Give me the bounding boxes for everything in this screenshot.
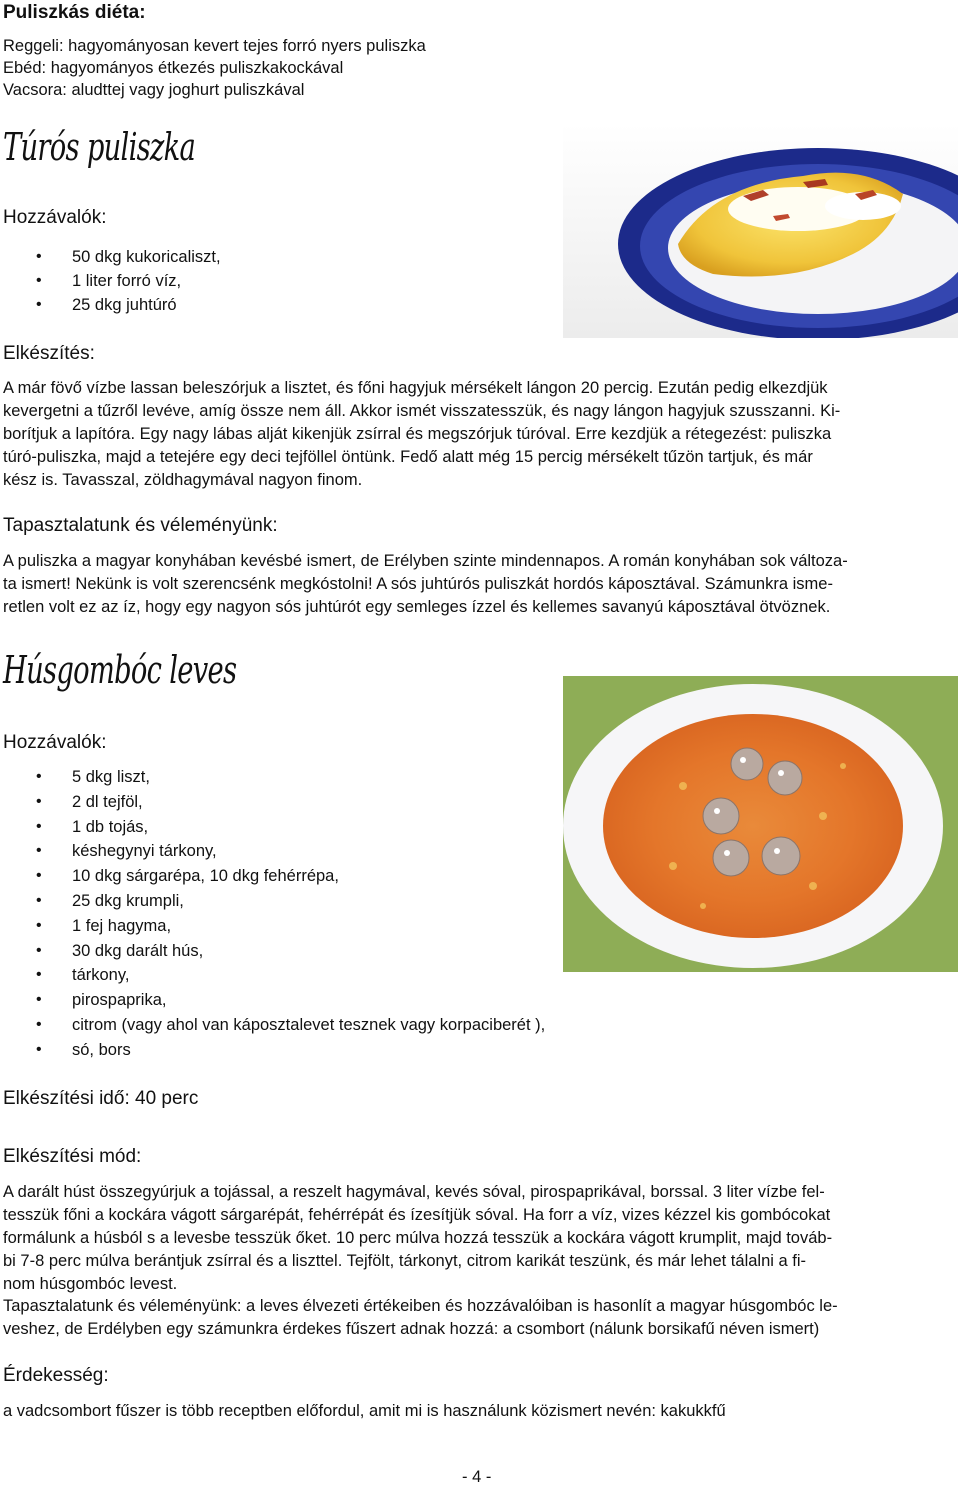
preparation-line: A már fövő vízbe lassan beleszórjuk a lisztet, és főni hagyjuk mérsékelt lángon 20 percig. Ezután pedig elkezdjük [3, 379, 828, 397]
diet-title: Puliszkás diéta: [3, 2, 146, 23]
recipe-title-husgomboc-leves: Húsgombóc leves [3, 648, 237, 692]
turos-puliszka-photo [563, 124, 958, 338]
opinion-line: ta ismert! Nekünk is volt szerencsénk megkóstolni! A sós juhtúrós puliszkát hordós káposztával. Számunkra isme- [3, 575, 833, 593]
ingredients-list-turos [0, 248, 221, 320]
diet-line-lunch: Ebéd: hagyományos étkezés puliszkakockával [3, 59, 344, 77]
ingredient-item: • 1 db tojás, [0, 818, 545, 843]
interest-heading: Érdekesség: [3, 1365, 109, 1386]
husgomboc-leves-photo [563, 676, 958, 972]
ingredient-item: • 25 dkg krumpli, [0, 892, 545, 917]
diet-line-breakfast: Reggeli: hagyományosan kevert tejes forró nyers puliszka [3, 37, 426, 55]
method-line: veshez, de Erdélyben egy számunkra érdekes fűszert adnak hozzá: a csombort (nálunk borsikafű néven ismert) [3, 1320, 820, 1338]
method-line: nom húsgombóc levest. [3, 1275, 178, 1293]
preparation-line: túró-puliszka, majd a tetejére egy deci tejföllel öntünk. Fedő alatt még 15 percig mérsékelt tűzön tartjuk, és már [3, 448, 813, 466]
method-line: bi 7-8 perc múlva berántjuk zsírral és a liszttel. Tejfölt, tárkonyt, citrom karikát teszünk, és már lehet tálalni a fi- [3, 1252, 807, 1270]
method-line: Tapasztalatunk és véleményünk: a leves élvezeti értékeiben és hozzávalóiban is hasonlít a magyar húsgombóc le- [3, 1297, 838, 1315]
ingredient-item: • késhegynyi tárkony, [0, 842, 545, 867]
ingredient-item: • 5 dkg liszt, [0, 768, 545, 793]
opinion-line: retlen volt ez az íz, hogy egy nagyon sós juhtúrót egy semleges ízzel és kellemes savanyú káposztával ötvöznek. [3, 598, 831, 616]
ingredient-item: • tárkony, [0, 966, 545, 991]
ingredient-item: • citrom (vagy ahol van káposztalevet tesznek vagy korpaciberét ), [0, 1016, 545, 1041]
ingredient-item: • pirospaprika, [0, 991, 545, 1016]
preparation-line: kevergetni a tűzről levéve, amíg össze nem áll. Akkor ismét visszatesszük, és nagy lángon hagyjuk szusszanni. Ki- [3, 402, 841, 420]
ingredient-item: • 10 dkg sárgarépa, 10 dkg fehérrépa, [0, 867, 545, 892]
page-number: - 4 - [462, 1468, 492, 1486]
ingredient-item: • 30 dkg darált hús, [0, 942, 545, 967]
ingredient-item: • 1 fej hagyma, [0, 917, 545, 942]
method-line: tesszük főni a kockára vágott sárgarépát, fehérrépát és ízesítjük sóval. Ha forr a víz, vizes kézzel kis gombócokat [3, 1206, 831, 1224]
ingredient-item: • 1 liter forró víz, [0, 272, 221, 296]
ingredient-item: • só, bors [0, 1041, 545, 1066]
ingredients-heading-turos: Hozzávalók: [3, 207, 107, 228]
ingredients-heading-husgomboc: Hozzávalók: [3, 732, 107, 753]
preparation-line: borítjuk a lapítóra. Egy nagy lábas alját kikenjük zsírral és megszórjuk túróval. Erre kezdjük a rétegezést: puliszka [3, 425, 832, 443]
preparation-heading: Elkészítés: [3, 343, 95, 364]
ingredients-list-husgomboc [0, 768, 545, 1066]
diet-line-dinner: Vacsora: aludttej vagy joghurt puliszkával [3, 81, 305, 99]
cooking-time-heading: Elkészítési idő: 40 perc [3, 1088, 199, 1109]
preparation-line: kész is. Tavasszal, zöldhagymával nagyon finom. [3, 471, 363, 489]
ingredient-item: • 50 dkg kukoricaliszt, [0, 248, 221, 272]
method-line: formálunk a húsból s a levesbe tesszük őket. 10 perc múlva hozzá tesszük a kockára vágott krumplit, majd továb- [3, 1229, 833, 1247]
opinion-heading: Tapasztalatunk és véleményünk: [3, 515, 278, 536]
method-line: A darált húst összegyúrjuk a tojással, a reszelt hagymával, kevés sóval, pirospaprikával, borssal. 3 liter vízbe fel- [3, 1183, 825, 1201]
recipe-title-turos-puliszka: Túrós puliszka [3, 125, 196, 169]
opinion-line: A puliszka a magyar konyhában kevésbé ismert, de Erélyben szinte mindennapos. A román konyhában sok változa- [3, 552, 848, 570]
method-heading: Elkészítési mód: [3, 1146, 142, 1167]
interest-text: a vadcsombort fűszer is több receptben előfordul, amit mi is használunk közismert nevén: kakukkfű [3, 1402, 726, 1420]
ingredient-item: • 25 dkg juhtúró [0, 296, 221, 320]
ingredient-item: • 2 dl tejföl, [0, 793, 545, 818]
